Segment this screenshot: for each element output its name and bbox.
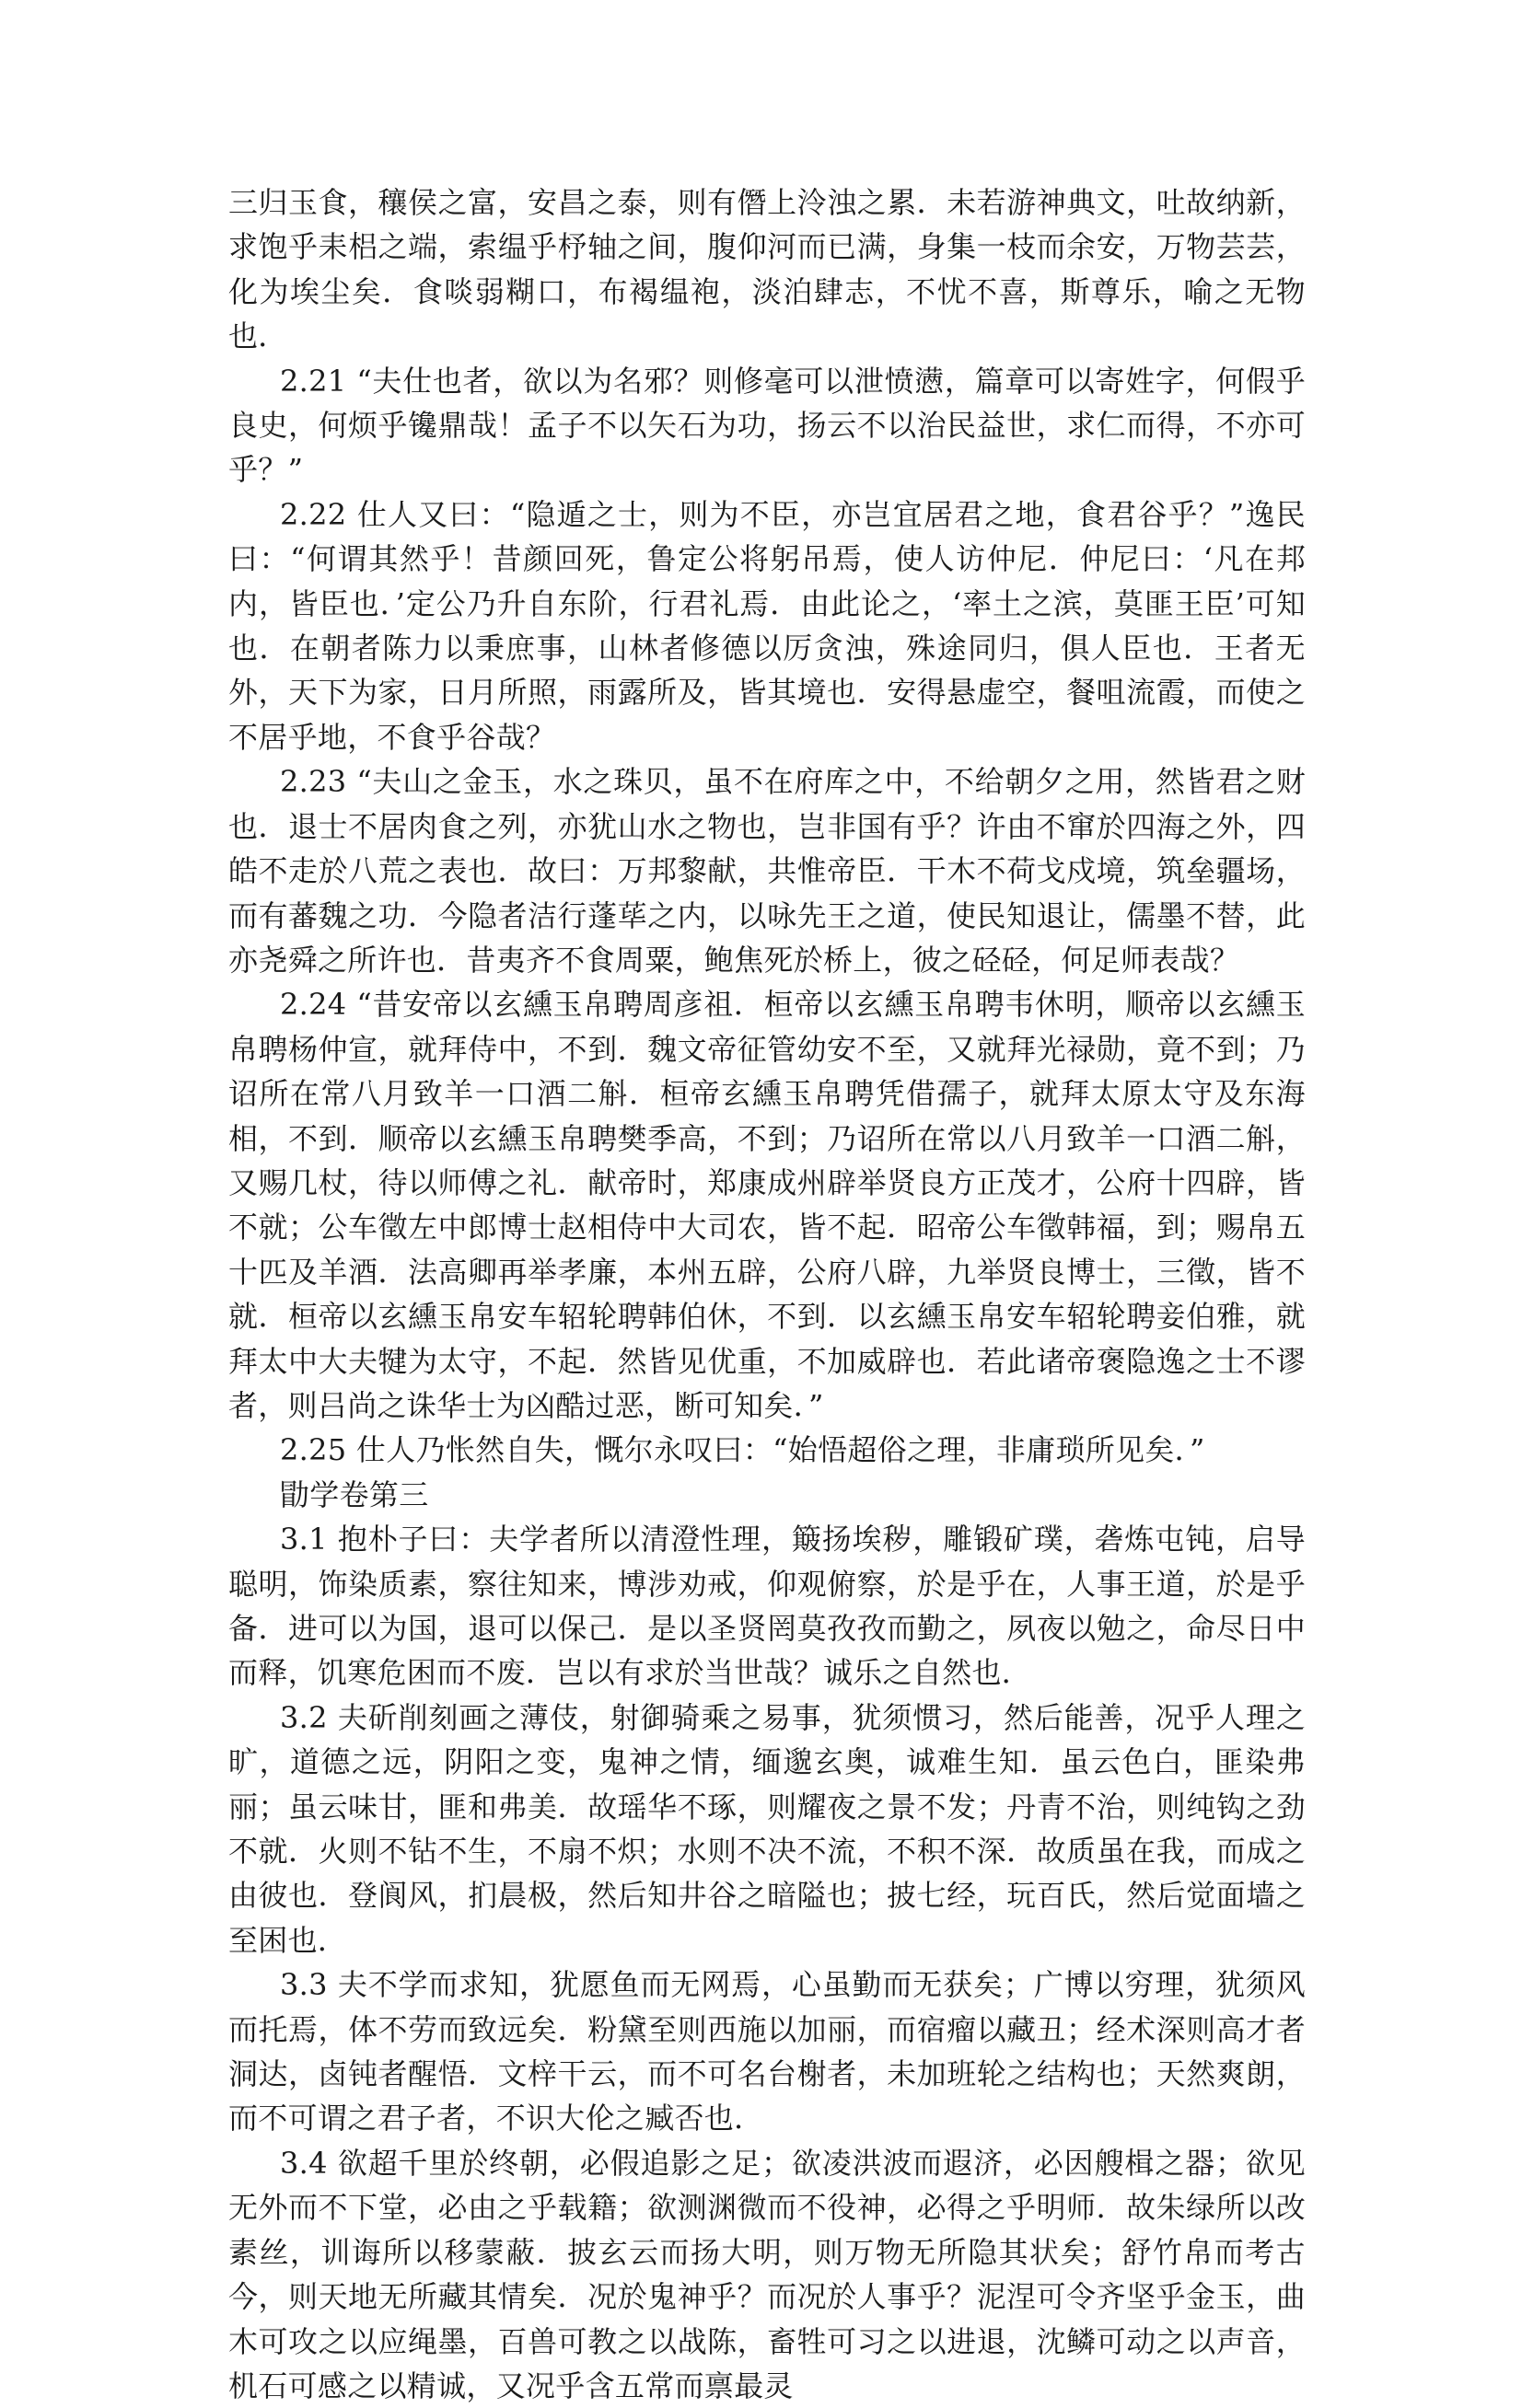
paragraph-3-3: 3.3 夫不学而求知，犹愿鱼而无网焉，心虽勤而无获矣；广博以穷理，犹须风而托焉，体不劳而致远矣．粉黛至则西施以加丽，而宿瘤以藏丑；经术深则高才者洞达，卤钝者醒悟．文梓干云，而不可名台榭者，未加班轮之结构也；天然爽朗，而不可谓之君子者，不识大伦之臧否也． <box>228 1967 1306 2136</box>
paragraph-2-24: 2.24 “昔安帝以玄纁玉帛聘周彦祖．桓帝以玄纁玉帛聘韦休明，顺帝以玄纁玉帛聘杨仲宣，就拜侍中，不到．魏文帝征管幼安不至，又就拜光禄勋，竟不到；乃诏所在常八月致羊一口酒二斛．桓帝玄纁玉帛聘凭借孺子，就拜太原太守及东海相，不到．顺帝以玄纁玉帛聘樊季高，不到；乃诏所在常以八月致羊一口酒二斛，又赐几杖，待以师傅之礼．献帝时，郑康成州辟举贤良方正茂才，公府十四辟，皆不就；公车徵左中郎博士赵相侍中大司农，皆不起．昭帝公车徵韩福，到；赐帛五十匹及羊酒．法高卿再举孝廉，本州五辟，公府八辟，九举贤良博士，三徵，皆不就．桓帝以玄纁玉帛安车轺轮聘韩伯休，不到．以玄纁玉帛安车轺轮聘妾伯雅，就拜太中大夫犍为太守，不起．然皆见优重，不加威辟也．若此诸帝褒隐逸之士不谬者，则吕尚之诛华士为凶酷过恶，断可知矣．” <box>228 987 1306 1423</box>
document-page <box>228 180 1306 2408</box>
paragraph-2-21: 2.21 “夫仕也者，欲以为名邪？则修毫可以泄愤懑，篇章可以寄姓字，何假乎良史，何烦乎镵鼎哉！孟子不以矢石为功，扬云不以治民益世，求仁而得，不亦可乎？” <box>228 363 1306 488</box>
paragraph-3-1: 3.1 抱朴子曰：夫学者所以清澄性理，簸扬埃秽，雕锻矿璞，砻炼屯钝，启导聪明，饰染质素，察往知来，博涉劝戒，仰观俯察，於是乎在，人事王道，於是乎备．进可以为国，退可以保己．是以圣贤罔莫孜孜而勤之，夙夜以勉之，命尽日中而释，饥寒危困而不废．岂以有求於当世哉？诚乐之自然也． <box>228 1522 1306 1691</box>
paragraph-2-23: 2.23 “夫山之金玉，水之珠贝，虽不在府库之中，不给朝夕之用，然皆君之财也．退士不居肉食之列，亦犹山水之物也，岂非国有乎？许由不窜於四海之外，四皓不走於八荒之表也．故曰：万邦黎献，共惟帝臣．干木不荷戈戍境，筑垒疆场，而有蕃魏之功．今隐者洁行蓬荜之内，以咏先王之道，使民知退让，儒墨不替，此亦尧舜之所许也．昔夷齐不食周粟，鲍焦死於桥上，彼之硁硁，何足师表哉？ <box>228 764 1306 978</box>
paragraph-3-4: 3.4 欲超千里於终朝，必假追影之足；欲凌洪波而遐济，必因艘楫之器；欲见无外而不下堂，必由之乎载籍；欲测渊微而不役神，必得之乎明师．故朱绿所以改素丝，训诲所以移蒙蔽．披玄云而扬大明，则万物无所隐其状矣；舒竹帛而考古今，则天地无所藏其情矣．况於鬼神乎？而况於人事乎？泥涅可令齐坚乎金玉，曲木可攻之以应绳墨，百兽可教之以战陈，畜牲可习之以进退，沈鳞可动之以声音，机石可感之以精诚，又况乎含五常而禀最灵 <box>228 2145 1306 2403</box>
chapter-heading: 勖学卷第三 <box>280 1476 429 1512</box>
paragraph-2-25: 2.25 仕人乃怅然自失，慨尔永叹曰：“始悟超俗之理，非庸琐所见矣．” <box>280 1432 1205 1468</box>
paragraph-3-2: 3.2 夫斫削刻画之薄伎，射御骑乘之易事，犹须惯习，然后能善，况乎人理之旷，道德之远，阴阳之变，鬼神之情，缅邈玄奥，诚难生知．虽云色白，匪染弗丽；虽云味甘，匪和弗美．故瑶华不琢，则耀夜之景不发；丹青不治，则纯钩之劲不就．火则不钻不生，不扇不炽；水则不决不流，不积不深．故质虽在我，而成之由彼也．登阆风，扪晨极，然后知井谷之暗隘也；披七经，玩百氏，然后觉面墙之至困也． <box>228 1699 1306 1958</box>
paragraph-continuation: 三归玉食，穰侯之富，安昌之泰，则有僭上泠浊之累．未若游神典文，吐故纳新，求饱乎耒梠之端，索缊乎杼轴之间，腹仰河而已满，身集一枝而余安，万物芸芸，化为埃尘矣．食啖弱糊口，布褐缊袍，淡泊肆志，不忧不喜，斯尊乐，喻之无物也． <box>228 185 1306 354</box>
paragraph-2-22: 2.22 仕人又曰：“隐遁之士，则为不臣，亦岂宜居君之地，食君谷乎？”逸民曰：“何谓其然乎！昔颜回死，鲁定公将躬吊焉，使人访仲尼．仲尼曰：‘凡在邦内，皆臣也．’定公乃升自东阶，行君礼焉．由此论之，‘率土之滨，莫匪王臣’可知也．在朝者陈力以秉庶事，山林者修德以厉贪浊，殊途同归，俱人臣也．王者无外，天下为家，日月所照，雨露所及，皆其境也．安得悬虚空，餐咀流霞，而使之不居乎地，不食乎谷哉？ <box>228 496 1306 755</box>
